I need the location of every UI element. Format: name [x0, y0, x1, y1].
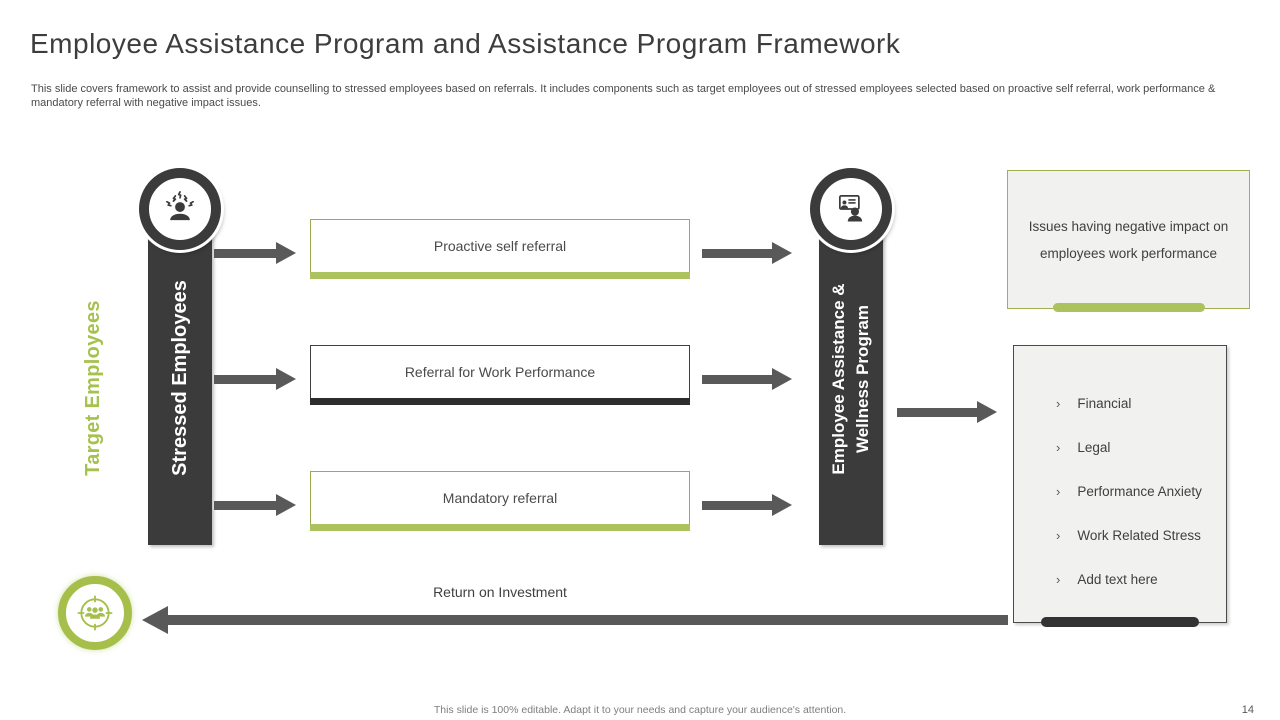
eap-label-line1: Employee Assistance & [829, 283, 848, 475]
issues-list-box [1013, 345, 1227, 623]
box-accent-bar [310, 272, 690, 279]
eap-label-line2: Wellness Program [853, 304, 872, 454]
target-audience-icon [58, 576, 132, 650]
counseling-presentation-icon [810, 168, 892, 250]
chevron-bullet-icon: › [1056, 572, 1061, 587]
list-item [1056, 440, 1226, 455]
list-item-label: Add text here [1077, 572, 1158, 587]
negative-impact-box [1007, 170, 1250, 309]
target-employees-label: Target Employees [81, 300, 104, 476]
box-accent-bar [310, 398, 690, 405]
referral-box-mandatory [310, 471, 690, 525]
list-item [1056, 484, 1226, 499]
referral-box-label: Mandatory referral [442, 490, 558, 506]
referral-box-proactive [310, 219, 690, 273]
list-item [1056, 572, 1226, 587]
green-accent-pill [1053, 303, 1205, 312]
list-item-label: Legal [1077, 440, 1111, 455]
page-title: Employee Assistance Program and Assistance Program Framework [30, 28, 901, 59]
roi-label: Return on Investment [433, 584, 567, 600]
list-item [1056, 396, 1226, 411]
negative-impact-text: Issues having negative impact on employees work performance [1028, 218, 1229, 261]
eap-wellness-pillar-label [819, 214, 883, 544]
referral-box-label: Referral for Work Performance [404, 364, 596, 380]
referral-box-work-performance [310, 345, 690, 399]
footer-note: This slide is 100% editable. Adapt it to your needs and capture your audience's attention. [433, 704, 847, 716]
stressed-employees-pillar-label: Stressed Employees [168, 280, 191, 476]
slide-description: This slide covers framework to assist and provide counselling to stressed employees based on referrals. It includes components such as target employees out of stressed employees selected based on proactive self referral, work performance & mandatory referral with negative impact issues. [31, 83, 1216, 109]
issues-list [1014, 346, 1226, 587]
list-item-label: Performance Anxiety [1077, 484, 1202, 499]
stressed-person-icon [139, 168, 221, 250]
box-accent-bar [310, 524, 690, 531]
page-number: 14 [1241, 704, 1254, 716]
list-item-label: Work Related Stress [1077, 528, 1201, 543]
chevron-bullet-icon: › [1056, 396, 1061, 411]
chevron-bullet-icon: › [1056, 484, 1061, 499]
referral-box-label: Proactive self referral [433, 238, 567, 254]
chevron-bullet-icon: › [1056, 528, 1061, 543]
dark-accent-pill [1041, 617, 1199, 627]
list-item-label: Financial [1077, 396, 1132, 411]
list-item [1056, 528, 1226, 543]
chevron-bullet-icon: › [1056, 440, 1061, 455]
